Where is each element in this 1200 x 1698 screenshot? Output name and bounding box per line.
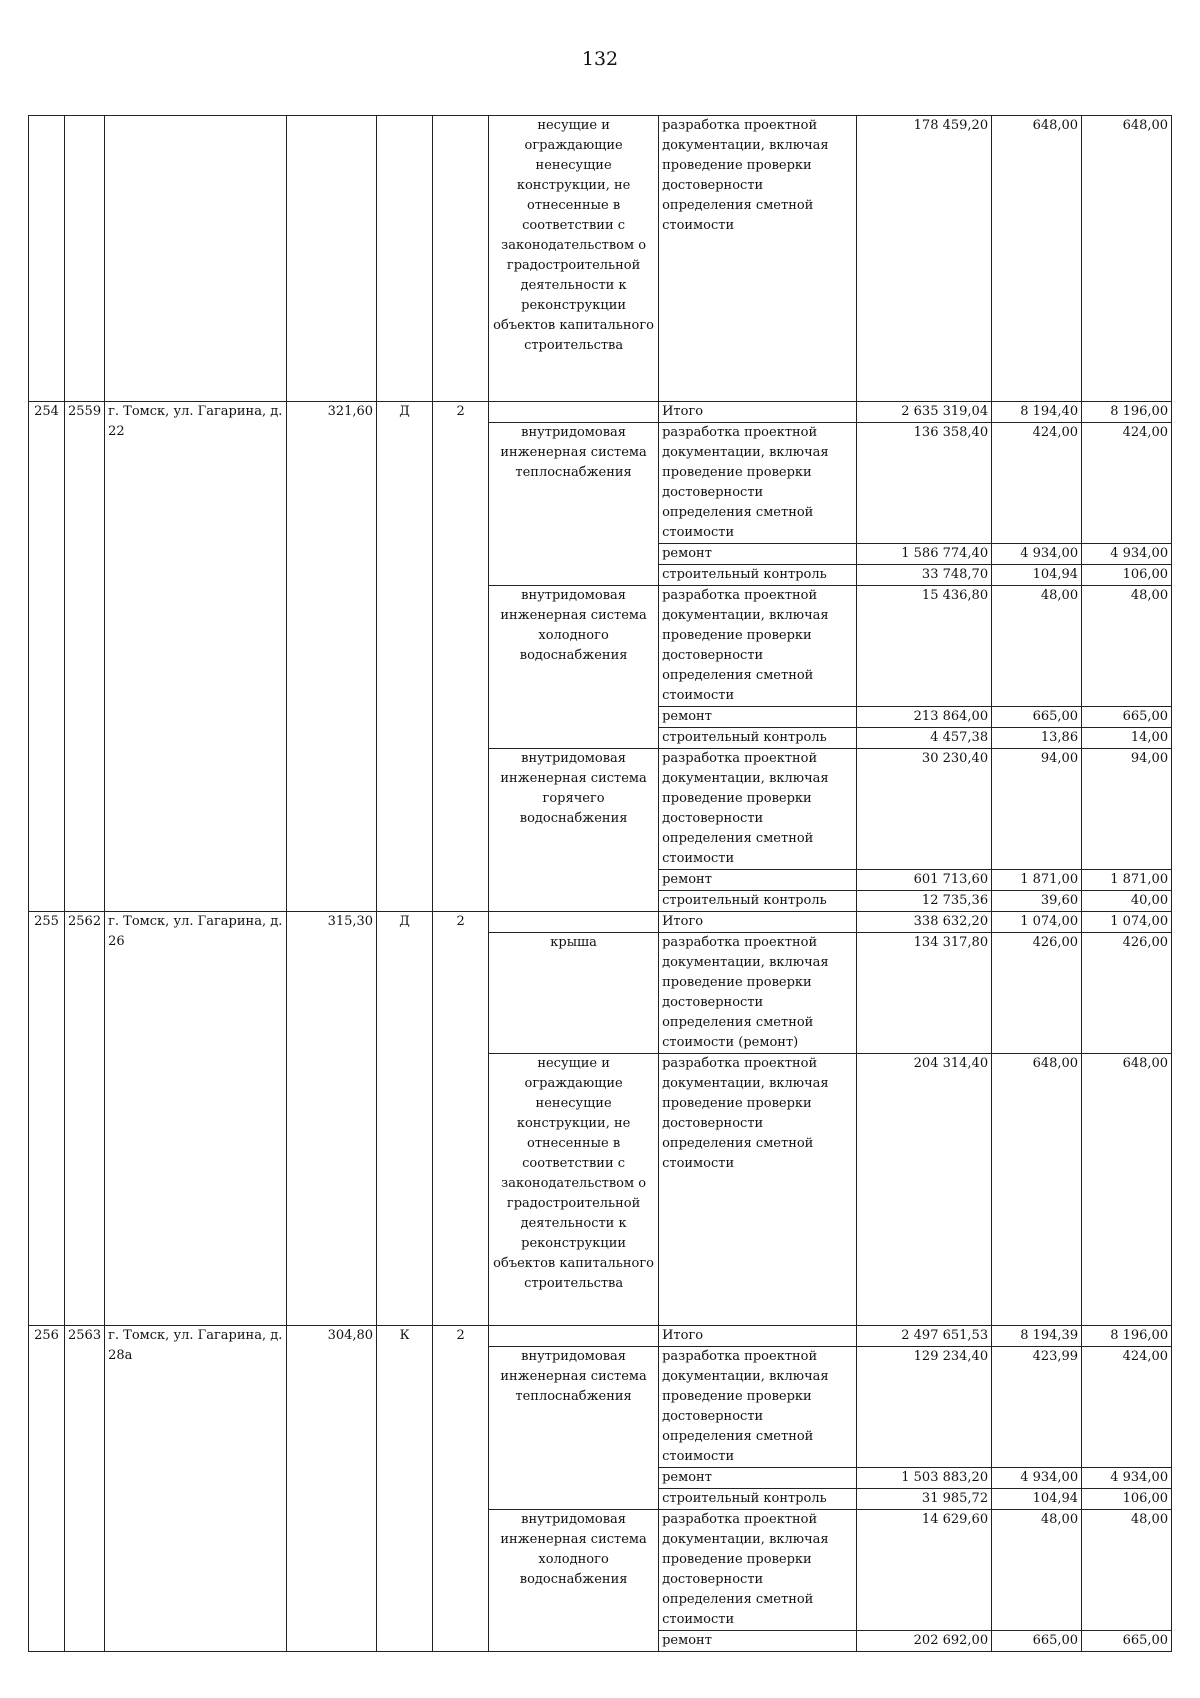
cost-limit: 106,00 <box>1082 1489 1172 1510</box>
row-number <box>29 116 65 402</box>
area <box>287 116 377 402</box>
unit-cost: 94,00 <box>992 749 1082 870</box>
row-number: 255 <box>29 912 65 1326</box>
work-sum: 1 503 883,20 <box>857 1468 992 1489</box>
total-label: Итого <box>659 912 857 933</box>
total-unit-cost: 1 074,00 <box>992 912 1082 933</box>
total-limit: 1 074,00 <box>1082 912 1172 933</box>
row-number: 254 <box>29 402 65 912</box>
work-sum: 134 317,80 <box>857 933 992 1054</box>
total-label: Итого <box>659 402 857 423</box>
cost-limit: 4 934,00 <box>1082 544 1172 565</box>
cost-limit: 94,00 <box>1082 749 1172 870</box>
cost-limit: 648,00 <box>1082 1054 1172 1326</box>
house-code: 2562 <box>65 912 105 1326</box>
structural-element <box>489 912 659 933</box>
cost-limit: 40,00 <box>1082 891 1172 912</box>
count: 2 <box>433 1326 489 1652</box>
area: 321,60 <box>287 402 377 912</box>
table-row <box>29 116 1172 402</box>
material-type: Д <box>377 402 433 912</box>
cost-limit: 48,00 <box>1082 586 1172 707</box>
total-unit-cost: 8 194,40 <box>992 402 1082 423</box>
structural-element: несущие и ограждающие ненесущие конструкции, не отнесенные в соответствии с законодательством о градостроительной деятельности к реконструкции объектов капитального строительства <box>489 1054 659 1326</box>
work-type: разработка проектной документации, включая проведение проверки достоверности определения сметной стоимости <box>659 749 857 870</box>
total-unit-cost: 8 194,39 <box>992 1326 1082 1347</box>
structural-element: несущие и ограждающие ненесущие конструкции, не отнесенные в соответствии с законодательством о градостроительной деятельности к реконструкции объектов капитального строительства <box>489 116 659 402</box>
address: г. Томск, ул. Гагарина, д. 22 <box>105 402 287 912</box>
unit-cost: 423,99 <box>992 1347 1082 1468</box>
work-type: строительный контроль <box>659 565 857 586</box>
work-type: ремонт <box>659 870 857 891</box>
cost-limit: 665,00 <box>1082 1631 1172 1652</box>
total-limit: 8 196,00 <box>1082 1326 1172 1347</box>
work-sum: 31 985,72 <box>857 1489 992 1510</box>
unit-cost: 104,94 <box>992 1489 1082 1510</box>
unit-cost: 665,00 <box>992 1631 1082 1652</box>
work-type: ремонт <box>659 707 857 728</box>
unit-cost: 4 934,00 <box>992 544 1082 565</box>
cost-limit: 424,00 <box>1082 1347 1172 1468</box>
total-sum: 338 632,20 <box>857 912 992 933</box>
unit-cost: 648,00 <box>992 1054 1082 1326</box>
row-number: 256 <box>29 1326 65 1652</box>
cost-limit: 648,00 <box>1082 116 1172 402</box>
unit-cost: 13,86 <box>992 728 1082 749</box>
area: 304,80 <box>287 1326 377 1652</box>
cost-limit: 1 871,00 <box>1082 870 1172 891</box>
work-sum: 213 864,00 <box>857 707 992 728</box>
work-sum: 204 314,40 <box>857 1054 992 1326</box>
unit-cost: 424,00 <box>992 423 1082 544</box>
work-type: разработка проектной документации, включая проведение проверки достоверности определения сметной стоимости <box>659 586 857 707</box>
table-row-total <box>29 912 1172 933</box>
work-type: разработка проектной документации, включая проведение проверки достоверности определения сметной стоимости (ремонт) <box>659 933 857 1054</box>
count: 2 <box>433 402 489 912</box>
material-type <box>377 116 433 402</box>
unit-cost: 48,00 <box>992 586 1082 707</box>
structural-element: внутридомовая инженерная система теплоснабжения <box>489 423 659 586</box>
table-row-total <box>29 402 1172 423</box>
total-label: Итого <box>659 1326 857 1347</box>
work-type: ремонт <box>659 544 857 565</box>
unit-cost: 4 934,00 <box>992 1468 1082 1489</box>
work-type: разработка проектной документации, включая проведение проверки достоверности определения сметной стоимости <box>659 423 857 544</box>
material-type: Д <box>377 912 433 1326</box>
work-sum: 136 358,40 <box>857 423 992 544</box>
work-sum: 33 748,70 <box>857 565 992 586</box>
structural-element <box>489 402 659 423</box>
work-type: разработка проектной документации, включая проведение проверки достоверности определения сметной стоимости <box>659 1054 857 1326</box>
unit-cost: 48,00 <box>992 1510 1082 1631</box>
unit-cost: 1 871,00 <box>992 870 1082 891</box>
work-type: строительный контроль <box>659 891 857 912</box>
unit-cost: 39,60 <box>992 891 1082 912</box>
repair-program-table <box>28 115 1172 1652</box>
structural-element: внутридомовая инженерная система холодного водоснабжения <box>489 1510 659 1652</box>
work-sum: 601 713,60 <box>857 870 992 891</box>
structural-element: внутридомовая инженерная система теплоснабжения <box>489 1347 659 1510</box>
page-number: 132 <box>581 48 619 70</box>
unit-cost: 104,94 <box>992 565 1082 586</box>
table-row-total <box>29 1326 1172 1347</box>
cost-limit: 14,00 <box>1082 728 1172 749</box>
work-type: ремонт <box>659 1631 857 1652</box>
work-type: разработка проектной документации, включая проведение проверки достоверности определения сметной стоимости <box>659 116 857 402</box>
unit-cost: 665,00 <box>992 707 1082 728</box>
house-code: 2559 <box>65 402 105 912</box>
work-sum: 178 459,20 <box>857 116 992 402</box>
structural-element: внутридомовая инженерная система горячего водоснабжения <box>489 749 659 912</box>
count <box>433 116 489 402</box>
work-sum: 202 692,00 <box>857 1631 992 1652</box>
work-sum: 14 629,60 <box>857 1510 992 1631</box>
cost-limit: 4 934,00 <box>1082 1468 1172 1489</box>
work-type: строительный контроль <box>659 1489 857 1510</box>
structural-element <box>489 1326 659 1347</box>
unit-cost: 648,00 <box>992 116 1082 402</box>
structural-element: крыша <box>489 933 659 1054</box>
total-limit: 8 196,00 <box>1082 402 1172 423</box>
count: 2 <box>433 912 489 1326</box>
work-sum: 4 457,38 <box>857 728 992 749</box>
material-type: К <box>377 1326 433 1652</box>
cost-limit: 106,00 <box>1082 565 1172 586</box>
address: г. Томск, ул. Гагарина, д. 28а <box>105 1326 287 1652</box>
house-code <box>65 116 105 402</box>
work-sum: 15 436,80 <box>857 586 992 707</box>
address <box>105 116 287 402</box>
unit-cost: 426,00 <box>992 933 1082 1054</box>
work-sum: 12 735,36 <box>857 891 992 912</box>
work-type: строительный контроль <box>659 728 857 749</box>
cost-limit: 426,00 <box>1082 933 1172 1054</box>
house-code: 2563 <box>65 1326 105 1652</box>
cost-limit: 48,00 <box>1082 1510 1172 1631</box>
work-type: разработка проектной документации, включая проведение проверки достоверности определения сметной стоимости <box>659 1510 857 1631</box>
structural-element: внутридомовая инженерная система холодного водоснабжения <box>489 586 659 749</box>
address: г. Томск, ул. Гагарина, д. 26 <box>105 912 287 1326</box>
work-type: ремонт <box>659 1468 857 1489</box>
work-type: разработка проектной документации, включая проведение проверки достоверности определения сметной стоимости <box>659 1347 857 1468</box>
cost-limit: 665,00 <box>1082 707 1172 728</box>
area: 315,30 <box>287 912 377 1326</box>
total-sum: 2 635 319,04 <box>857 402 992 423</box>
cost-limit: 424,00 <box>1082 423 1172 544</box>
work-sum: 30 230,40 <box>857 749 992 870</box>
work-sum: 129 234,40 <box>857 1347 992 1468</box>
work-sum: 1 586 774,40 <box>857 544 992 565</box>
total-sum: 2 497 651,53 <box>857 1326 992 1347</box>
